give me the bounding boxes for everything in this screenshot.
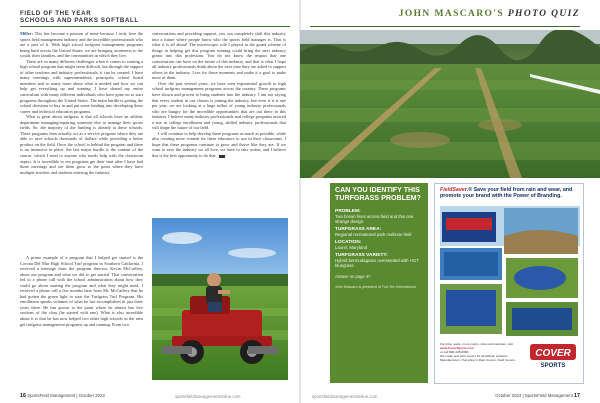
- svg-text:SPORTS: SPORTS: [540, 363, 566, 369]
- article-column-a-lower: [20, 255, 143, 380]
- ad-brand: FieldSaver: [440, 187, 467, 193]
- ad-url-link[interactable]: www.CoverSports.com: [440, 346, 474, 350]
- header-rule-left: [20, 26, 290, 27]
- right-page-number: 17: [574, 393, 580, 399]
- article-column-b: [152, 31, 286, 214]
- article-paragraph: What is great about turfgrass is that all schools have an athletic department managing/repairing someone else to manage their sports fields. So, the majority of the funding is already at these schools. These programs then actually act as a service program where they are able to save schools thousands of dollars while providing a better product on the field. Once the school is behind the program and there is an instructor in place, the last major hurdle is the content of the course, which I send to anyone who needs help with the classroom aspect. It is incredible to see programs get their start after I have had those meetings and see them grow to the point where they have multiple teachers and students entering the industry.: [20, 114, 143, 175]
- article-paragraph: Over the past several years, we have seen exponential growth in high school turfgrass management programs across the country. These programs have shown and proven to bring students into the industry. I am not saying that every student in our classes is joining the industry, but even if it is one per year, we are looking at a huge influx of young industry professionals who are hungry for the incredible opportunities that are out there in this industry. I believe many industry professionals and college programs noticed a rise in college enrollment and young, skilled industry professionals that will shape the future of our field.: [152, 80, 286, 131]
- end-mark-icon: [219, 155, 225, 158]
- section-kicker: FIELD OF THE YEAR: [20, 10, 92, 17]
- coversports-logo: [528, 342, 578, 370]
- turf-field-illustration: [300, 30, 600, 178]
- answer-note: Answer on page 47: [335, 273, 371, 279]
- mower-photo: [152, 218, 288, 380]
- turfgrass-area-label: TURFGRASS AREA:: [335, 226, 382, 232]
- turfgrass-variety-label: TURFGRASS VARIETY:: [335, 252, 388, 258]
- folio-left: [20, 393, 105, 399]
- problem-value: Two brown lines across field and this one strange design.: [335, 214, 414, 225]
- left-folio-label: SportsField Management | October 2023: [27, 393, 105, 398]
- article-paragraph: There are so many different challenges when it comes to starting a high school program that might seem difficult, but through the support of other teachers and industry professionals, it can be created. I have many meetings with superintendents, principals, school board members and so many more about what is needed and how we can help get everything up and running. I have shared my entire curriculum with many different individuals who have gone on to start programs throughout the United States. The main hurdle is getting the school divisions to buy in and put some funding into developing these career and technical education programs.: [20, 58, 143, 114]
- ad-visual: [440, 206, 580, 338]
- article-paragraph: A prime example of a program that I helped get started is the Corona Del Mar High School Turf program in Southern California. I received a message from the program director, Kevin McCaffrey, about our program and what we did to get started. That conversation led to a phone call with the school administration about how they could go about starting the program and what they might need. I received a phone call a few months later from Mr. McCaffrey that he had gotten the green light to start the Turfgrass Turf Program. His enrollment speaks volumes of what he has accomplished in just three years there. He has grown to the point where he almost has five sections of the class (he started with one). What is also incredible about it is that he has now helped two other high schools in the area get turfgrass management programs up and running. From two: [20, 255, 143, 327]
- turfgrass-area-value: Regional recreational park multiuse field: [335, 232, 412, 238]
- header-rule-right: [310, 26, 580, 27]
- location-label: LOCATION:: [335, 239, 362, 245]
- ad-phone: or call 800-445-6680: [440, 350, 469, 354]
- mower-illustration: [152, 218, 288, 380]
- turfgrass-variety-value: Hybrid bermudagrass overseeded with HGT bluegrass: [335, 258, 419, 269]
- quiz-title-author: JOHN MASCARO'S: [398, 9, 505, 19]
- ad-field-covers-illustration: [440, 206, 580, 338]
- ad-headline: [440, 187, 580, 200]
- ad-small-text: [440, 342, 526, 362]
- article-paragraph: Miller: This has become a passion of mine because I truly love the sports field management industry and the incredible professionals who are a part of it. With high school turfgrass management programs being built across the United States, we are bringing awareness to the youth, their families, and the communities in which they live.: [20, 31, 143, 59]
- svg-text:COVER: COVER: [535, 348, 571, 359]
- ad-quote-text: For price quote, more colors, sizes and samples, visit: [440, 342, 513, 346]
- location-value: Laurel, Maryland: [335, 245, 368, 251]
- folio-left-url[interactable]: sportsfieldmanagementonline.com: [175, 394, 241, 399]
- folio-right-url[interactable]: sportsfieldmanagementonline.com: [312, 394, 378, 399]
- ad-extra-text: We make and print covers for all athletic surfaces Manufacturers: Humphrey's Rain Covers, Field Covers.: [440, 354, 516, 362]
- coversports-logo-icon: [528, 342, 578, 370]
- quiz-title-main: PHOTO QUIZ: [507, 9, 580, 19]
- section-subkicker: SCHOOLS AND PARKS SOFTBALL: [20, 17, 139, 24]
- folio-right: [495, 393, 580, 399]
- left-page-number: 16: [20, 393, 26, 399]
- fieldsaver-advertisement[interactable]: [434, 183, 584, 384]
- ad-headline-text: .® Save your field from rain and wear, and promote your brand with the Power of Branding.: [440, 187, 573, 200]
- quiz-info-box: [330, 183, 428, 383]
- right-folio-label: October 2023 | SportsField Management: [495, 393, 573, 398]
- problem-label: PROBLEM:: [335, 208, 361, 214]
- quiz-headline: CAN YOU IDENTIFY THIS TURFGRASS PROBLEM?: [335, 186, 421, 202]
- author-lead: Miller:: [20, 31, 34, 36]
- article-column-a: [20, 31, 143, 236]
- quiz-title: [399, 9, 580, 19]
- author-credit: John Mascaro is president of Turf-Tec International.: [335, 284, 417, 289]
- article-paragraph: conversations and providing support, you can completely shift this industry into a future where people know who the sports field manager is. That is what it is all about! The microscopic role I played in the grand scheme of things in helping get this program running could bring the next industry greats into this profession. You do not know the impact that one conversation can have on the future of this industry, and that is what I hope all industry professionals think about the next time they are asked to support others in the industry. Live for those moments and make it a goal to make more of them.: [152, 31, 286, 81]
- article-paragraph: I will continue to help develop these programs as much as possible, while also creating more content for these educators to use in their classrooms. I hope that these programs continue to grow and thrive like they are. If we want to save the industry we all love, we have to take action, and I believe this is the best opportunity to do that.: [152, 130, 286, 159]
- turf-problem-photo: [300, 30, 600, 178]
